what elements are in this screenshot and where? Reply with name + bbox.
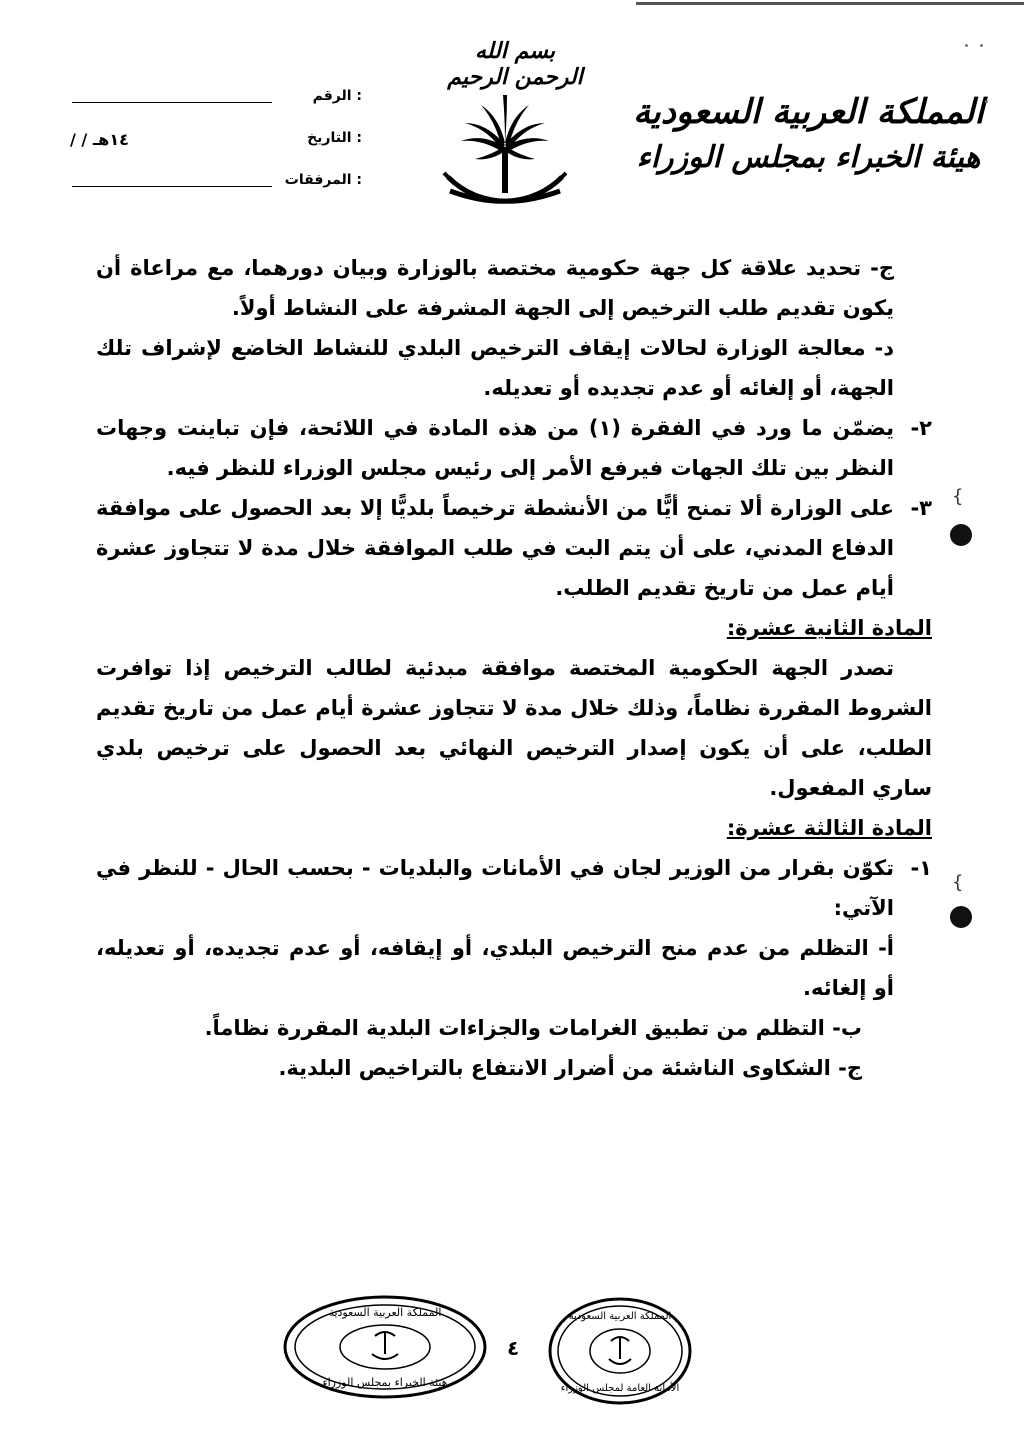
- official-stamp-right: [545, 1295, 695, 1407]
- kingdom-name: المملكة العربية السعودية: [633, 92, 984, 132]
- item-3: [96, 488, 932, 608]
- stamp-left-bottom-text: هيئة الخبراء بمجلس الوزراء: [322, 1376, 448, 1389]
- attachments-label: المرفقات :: [284, 172, 362, 188]
- speck: [985, 100, 988, 103]
- attachments-row: [62, 172, 362, 214]
- bismillah-heading: بسم الله الرحمن الرحيم: [447, 38, 583, 90]
- article-13-item-1: [96, 848, 932, 928]
- reference-line: [72, 102, 272, 103]
- margin-brace-1: {: [952, 486, 964, 507]
- article-13-item-1-text: تكوّن بقرار من الوزير لجان في الأمانات والبلديات - بحسب الحال - للنظر في الآتي:: [96, 856, 894, 920]
- letterhead-title: [633, 88, 984, 180]
- authority-name: هيئة الخبراء بمجلس الوزراء: [636, 140, 981, 175]
- date-row: [62, 130, 362, 172]
- reference-number-row: [62, 88, 362, 130]
- item-3-number: ٣-: [910, 496, 932, 520]
- article-13-item-1-number: ١-: [910, 856, 932, 880]
- margin-brace-2: {: [952, 872, 964, 893]
- item-2: [96, 408, 932, 488]
- clause-c: ج- تحديد علاقة كل جهة حكومية مختصة بالوزارة وبيان دورهما، مع مراعاة أن يكون تقديم طلب الترخيص إلى الجهة المشرفة على النشاط أولاً.: [96, 256, 894, 320]
- margin-punch-hole-2: [950, 906, 972, 928]
- item-3-text: على الوزارة ألا تمنح أيًّا من الأنشطة ترخيصاً بلديًّا إلا بعد الحصول على موافقة الدفاع المدني، على أن يتم البت في طلب الموافقة خلال مدة لا تتجاوز عشرة أيام عمل من تاريخ تقديم الطلب.: [96, 496, 894, 600]
- item-2-number: ٢-: [910, 416, 932, 440]
- palm-swords-emblem: [440, 85, 570, 225]
- document-body: [96, 248, 932, 1088]
- speck: [965, 44, 968, 47]
- clause-d: د- معالجة الوزارة لحالات إيقاف الترخيص البلدي للنشاط الخاضع لإشراف تلك الجهة، أو إلغائه أو عدم تجديده أو تعديله.: [96, 336, 894, 400]
- stamp-right-bottom-text: الأمانة العامة لمجلس الوزراء: [560, 1383, 680, 1394]
- stamp-right-top-text: المملكة العربية السعودية: [568, 1311, 672, 1322]
- page-number: ٤: [507, 1336, 520, 1360]
- article-12-title: المادة الثانية عشرة:: [726, 616, 932, 640]
- top-border-line: [636, 2, 1024, 5]
- reference-label: الرقم :: [312, 88, 362, 104]
- official-stamp-left: [280, 1292, 490, 1402]
- article-12-text: تصدر الجهة الحكومية المختصة موافقة مبدئية لطالب الترخيص إذا توافرت الشروط المقررة نظاماً، وذلك خلال مدة لا تتجاوز عشرة أيام عمل من تاريخ تقديم الطلب، على أن يكون إصدار الترخيص النهائي بعد الحصول على ترخيص بلدي ساري المفعول.: [96, 656, 932, 800]
- clause-c-2: ج- الشكاوى الناشئة من أضرار الانتفاع بالتراخيص البلدية.: [278, 1056, 862, 1080]
- date-value: / / ١٤هـ: [70, 130, 129, 149]
- article-13-title: المادة الثالثة عشرة:: [726, 816, 932, 840]
- attachments-line: [72, 186, 272, 187]
- speck: [980, 44, 983, 47]
- margin-punch-hole-1: [950, 524, 972, 546]
- stamp-left-top-text: المملكة العربية السعودية: [328, 1306, 442, 1319]
- item-2-text: يضمّن ما ورد في الفقرة (١) من هذه المادة في اللائحة، فإن تباينت وجهات النظر بين تلك الجهات فيرفع الأمر إلى رئيس مجلس الوزراء للنظر فيه.: [96, 416, 894, 480]
- reference-fields: [62, 88, 362, 214]
- clause-b: ب- التظلم من تطبيق الغرامات والجزاءات البلدية المقررة نظاماً.: [204, 1016, 862, 1040]
- clause-a: أ- التظلم من عدم منح الترخيص البلدي، أو إيقافه، أو عدم تجديده، أو تعديله، أو إلغائه.: [96, 936, 894, 1000]
- date-label: التاريخ :: [307, 130, 362, 146]
